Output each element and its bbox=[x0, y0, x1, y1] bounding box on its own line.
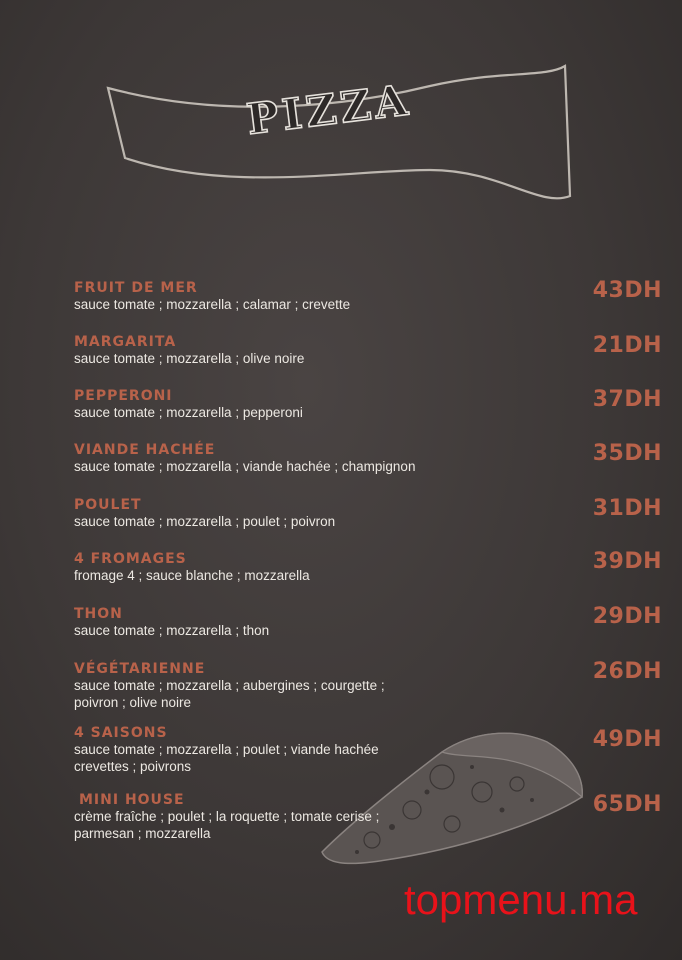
item-price: 26DH bbox=[592, 659, 662, 684]
item-description: sauce tomate ; mozzarella ; olive noire bbox=[74, 351, 305, 366]
item-name: POULET bbox=[74, 497, 142, 513]
item-price: 35DH bbox=[592, 441, 662, 466]
item-description: crème fraîche ; poulet ; la roquette ; tomate cerise ; bbox=[74, 809, 380, 824]
item-description: crevettes ; poivrons bbox=[74, 759, 192, 774]
item-price: 21DH bbox=[592, 333, 662, 358]
item-name: THON bbox=[74, 606, 123, 622]
item-name: MINI HOUSE bbox=[79, 792, 185, 808]
item-description: sauce tomate ; mozzarella ; thon bbox=[74, 623, 270, 638]
item-description: sauce tomate ; mozzarella ; aubergines ; courgette ; bbox=[74, 678, 385, 693]
item-description: parmesan ; mozzarella bbox=[74, 826, 211, 841]
item-price: 65DH bbox=[592, 792, 662, 817]
item-description: sauce tomate ; mozzarella ; calamar ; crevette bbox=[74, 297, 351, 312]
menu-item bbox=[74, 606, 674, 639]
item-price: 31DH bbox=[592, 496, 662, 521]
item-price: 37DH bbox=[592, 387, 662, 412]
menu-item bbox=[74, 280, 674, 313]
item-description: poivron ; olive noire bbox=[74, 695, 192, 710]
item-name: MARGARITA bbox=[74, 334, 177, 350]
item-name: 4 FROMAGES bbox=[74, 551, 187, 567]
watermark: topmenu.ma bbox=[404, 876, 638, 923]
menu-item bbox=[74, 442, 674, 475]
ribbon-banner bbox=[100, 58, 580, 208]
menu-item bbox=[74, 334, 674, 367]
item-description: sauce tomate ; mozzarella ; viande hachée ; champignon bbox=[74, 459, 416, 474]
menu-item bbox=[74, 388, 674, 421]
item-name: FRUIT DE MER bbox=[74, 280, 198, 296]
item-name: 4 SAISONS bbox=[74, 725, 168, 741]
menu-item bbox=[74, 792, 674, 842]
menu-item bbox=[74, 551, 674, 584]
item-description: fromage 4 ; sauce blanche ; mozzarella bbox=[74, 568, 310, 583]
item-name: VÉGÉTARIENNE bbox=[74, 661, 206, 677]
page-title: PIZZA bbox=[244, 75, 414, 144]
item-name: VIANDE HACHÉE bbox=[74, 442, 216, 458]
item-description: sauce tomate ; mozzarella ; pepperoni bbox=[74, 405, 303, 420]
item-price: 29DH bbox=[592, 604, 662, 629]
item-price: 49DH bbox=[592, 727, 662, 752]
item-description: sauce tomate ; mozzarella ; poulet ; viande hachée bbox=[74, 742, 379, 757]
item-description: sauce tomate ; mozzarella ; poulet ; poivron bbox=[74, 514, 336, 529]
menu-item bbox=[74, 497, 674, 530]
item-price: 39DH bbox=[592, 549, 662, 574]
menu-item bbox=[74, 661, 674, 711]
item-name: PEPPERONI bbox=[74, 388, 173, 404]
item-price: 43DH bbox=[592, 278, 662, 303]
